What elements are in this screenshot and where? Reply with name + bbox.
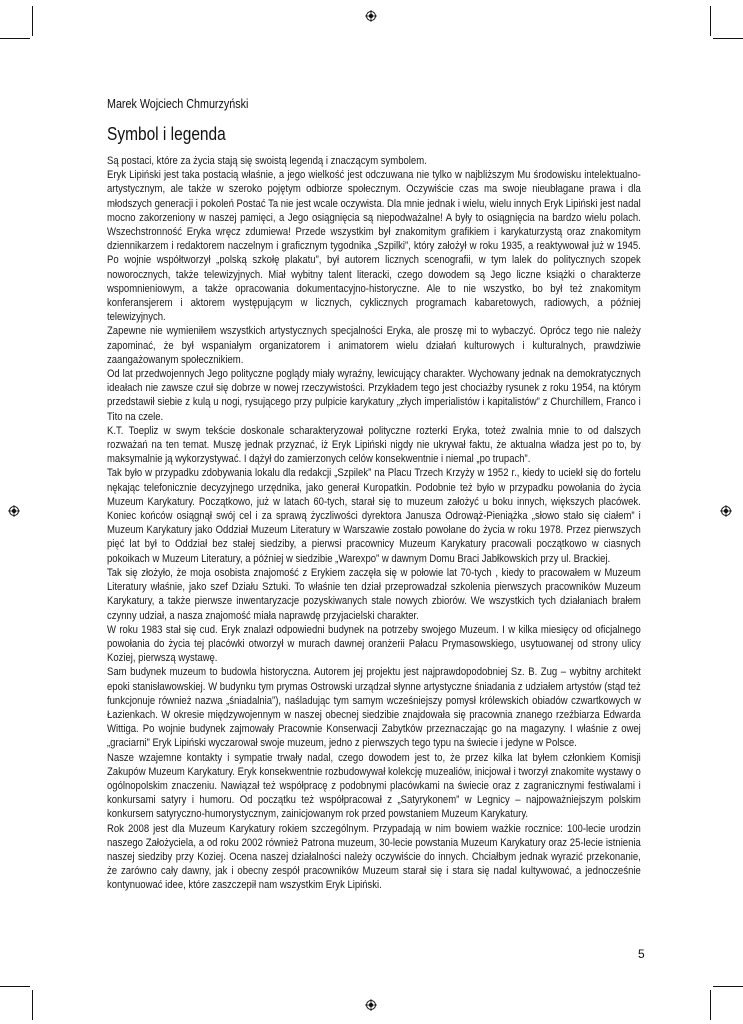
paragraph: Nasze wzajemne kontakty i sympatie trwały nadal, czego dowodem jest to, że przez kilka lat byłem członkiem Komisji Zakupów Muzeum Karykatury. Eryk konsekwentnie rozbudowywał kolekcję muzealiów, inicjował i tworzył znakomite wystawy o ogólnopolskim znaczeniu. Nawiązał też współpracę z podobnymi placówkami na świecie oraz z zagranicznymi festiwalami i konkursami satyry i humoru. Od początku też współpracował z „Satyrykonem” w Legnicy – najpoważniejszym polskim konkursem satyryczno-humorystycznym, zainicjowanym rok przed powstaniem Muzeum Karykatury. [107,751,641,821]
paragraph: W roku 1983 stał się cud. Eryk znalazł odpowiedni budynek na potrzeby swojego Muzeum. I w kilka miesięcy od oficjalnego powołania do życia tej placówki otworzył w murach dawnej oranżerii Pałacu Prymasowskiego, usytuowanej od strony ulicy Koziej, pierwszą wystawę. [107,623,641,665]
crop-mark-top-left [32,6,33,36]
paragraph: Sam budynek muzeum to budowla historyczna. Autorem jej projektu jest najprawdopodobniej Sz. B. Zug – wybitny architekt epoki stanisławowskiej. W budynku tym prymas Ostrowski urządzał słynne artystyczne śniadania z udziałem artystów (stąd też funkcjonuje również nazwa „śniadalnia”), naśladując tym samym wcześniejszy pomysł królewskich obiadów czwartkowych w Łazienkach. W okresie międzywojennym w naszej obecnej siedzibie znajdowała się pracownia znanego rzeźbiarza Edwarda Wittiga. Po wojnie budynek zajmowały Pracownie Konserwacji Zabytków przeznaczając go na magazyny. I właśnie z owej „graciarni” Eryk Lipiński wyczarował swoje muzeum, jedno z pierwszych tego typu na świecie i jedyne w Polsce. [107,666,641,750]
paragraph: Eryk Lipiński jest taka postacią właśnie, a jego wielkość jest odczuwana nie tylko w najbliższym Mu środowisku intelektualno-artystycznym, ale także w szeroko pojętym odbiorze społecznym. Oczywiście czas ma swoje nieubłagane prawa i dla młodszych generacji i pokoleń Postać Ta nie jest wcale oczywista. Dla mnie jednak i wielu, wielu innych Eryk Lipiński jest nadal mocno zakorzeniony w naszej pamięci, a Jego osiągnięcia są niepodważalne! A były to osiągnięcia na bardzo wielu polach. Wszechstronność Eryka wręcz zdumiewa! Przede wszystkim był znakomitym grafikiem i karykaturzystą oraz znakomitym dziennikarzem i redaktorem naczelnym i graficznym tygodnika „Szpilki”, który założył w roku 1935, a reaktywował już w 1945. Po wojnie współtworzył „polską szkołę plakatu”, był autorem licznych scenografii, w tym lalek do politycznych szopek noworocznych, także telewizyjnych. Miał wybitny talent literacki, czego dowodem są Jego liczne książki o charakterze wspomnieniowym, a także opracowania dokumentacyjno-historyczne. Ale to nie wszystko, bo był też znakomitym konferansjerem i aktorem występującym w licznych, cyklicznych programach kabaretowych, radiowych, a później telewizyjnych. [107,169,641,324]
paragraph: Rok 2008 jest dla Muzeum Karykatury rokiem szczególnym. Przypadają w nim bowiem ważkie rocznice: 100-lecie urodzin naszego Założyciela, a od roku 2002 również Patrona muzeum, 30-lecie powstania Muzeum Karykatury oraz 25-lecie istnienia naszej siedziby przy Koziej. Ocena naszej działalności należy oczywiście do innych. Chciałbym jednak wyrazić przekonanie, że zarówno cały dawny, jak i obecny zespół pracowników Muzeum starał się i stara się nadal kultywować, a jednocześnie kontynuować idee, które zaszczepił nam wszystkim Eryk Lipiński. [107,822,641,892]
crop-mark-bottom-right [710,990,711,1020]
crop-mark-bottom-right-h [713,986,743,987]
crop-mark-top-right [710,6,711,36]
paragraph: Tak się złożyło, że moja osobista znajomość z Erykiem zaczęła się w połowie lat 70-tych , kiedy to pracowałem w Muzeum Literatury właśnie, jako szef Działu Sztuki. To właśnie ten dział przeprowadzał szkolenia pierwszych pracowników Muzeum Karykatury, a także pierwsze inwentaryzacje pozyskiwanych stale nowych zbiorów. We wszystkich tych działaniach brałem czynny udział, a nasza znajomość miała naprawdę przyjacielski charakter. [107,566,641,622]
author-name: Marek Wojciech Chmurzyński [107,97,249,111]
paragraph: Od lat przedwojennych Jego polityczne poglądy miały wyraźny, lewicujący charakter. Wychowany jednak na demokratycznych ideałach nie zawsze czuł się dobrze w nowej rzeczywistości. Przykładem tego jest chociażby rysunek z roku 1954, na którym przedstawił siebie z kulą u nogi, rysującego przy pulpicie karykatury „złych imperialistów i kapitalistów” z Churchillem, Franco i Tito na czele. [107,368,641,423]
registration-mark-top [365,10,377,22]
registration-mark-bottom [365,999,377,1011]
page-number: 5 [638,947,645,961]
paragraph: Tak było w przypadku zdobywania lokalu dla redakcji „Szpilek” na Placu Trzech Krzyży w 1952 r., kiedy to uciekł się do fortelu nękając telefonicznie decyzyjnego urzędnika, jako generał Kuropatkin. Podobnie też było w przypadku powołania do życia Muzeum Karykatury. Początkowo, już w latach 60-tych, starał się to muzeum założyć u boku innych, większych placówek. Koniec końców osiągnął swój cel i za sprawą życzliwości dyrektora Janusza Odrowąż-Pieniążka „słowo stało się ciałem” i Muzeum Karykatury jako Oddział Muzeum Literatury w Warszawie zostało powołane do życia w roku 1978. Przez pierwszych pięć lat był to Oddział bez stałej siedziby, a pierwsi pracownicy Muzeum Karykatury pracowali początkowo w ciasnych pokoikach w Muzeum Literatury, a później w siedzibie „Warexpo” w dawnym Domu Braci Jabłkowskich przy ul. Brackiej. [107,467,641,565]
paragraph: Są postaci, które za życia stają się swoistą legendą i znaczącym symbolem. [107,155,427,167]
registration-mark-right [720,505,732,517]
crop-mark-bottom-left [32,990,33,1020]
paragraph: Zapewne nie wymieniłem wszystkich artystycznych specjalności Eryka, ale proszę mi to wybaczyć. Oprócz tego nie należy zapominać, że był wspaniałym organizatorem i animatorem wielu działań kulturowych i kulturalnych, prawdziwie zaangażowanym społecznikiem. [107,325,641,366]
paragraph: K.T. Toepliz w swym tekście doskonale scharakteryzował polityczne rozterki Eryka, toteż zwalnia mnie to od dalszych rozważań na ten temat. Muszę jednak przyznać, iż Eryk Lipiński nigdy nie ukrywał faktu, że aktualna władza jest po to, by maksymalnie ją wykorzystywać. I dążył do zamierzonych celów konsekwentnie i niemal „po trupach”. [107,424,641,466]
article-body [107,154,641,893]
registration-mark-left [8,505,20,517]
crop-mark-top-left-h [0,38,30,39]
crop-mark-top-right-h [713,38,743,39]
crop-mark-bottom-left-h [0,986,30,987]
article-title: Symbol i legenda [107,124,226,144]
